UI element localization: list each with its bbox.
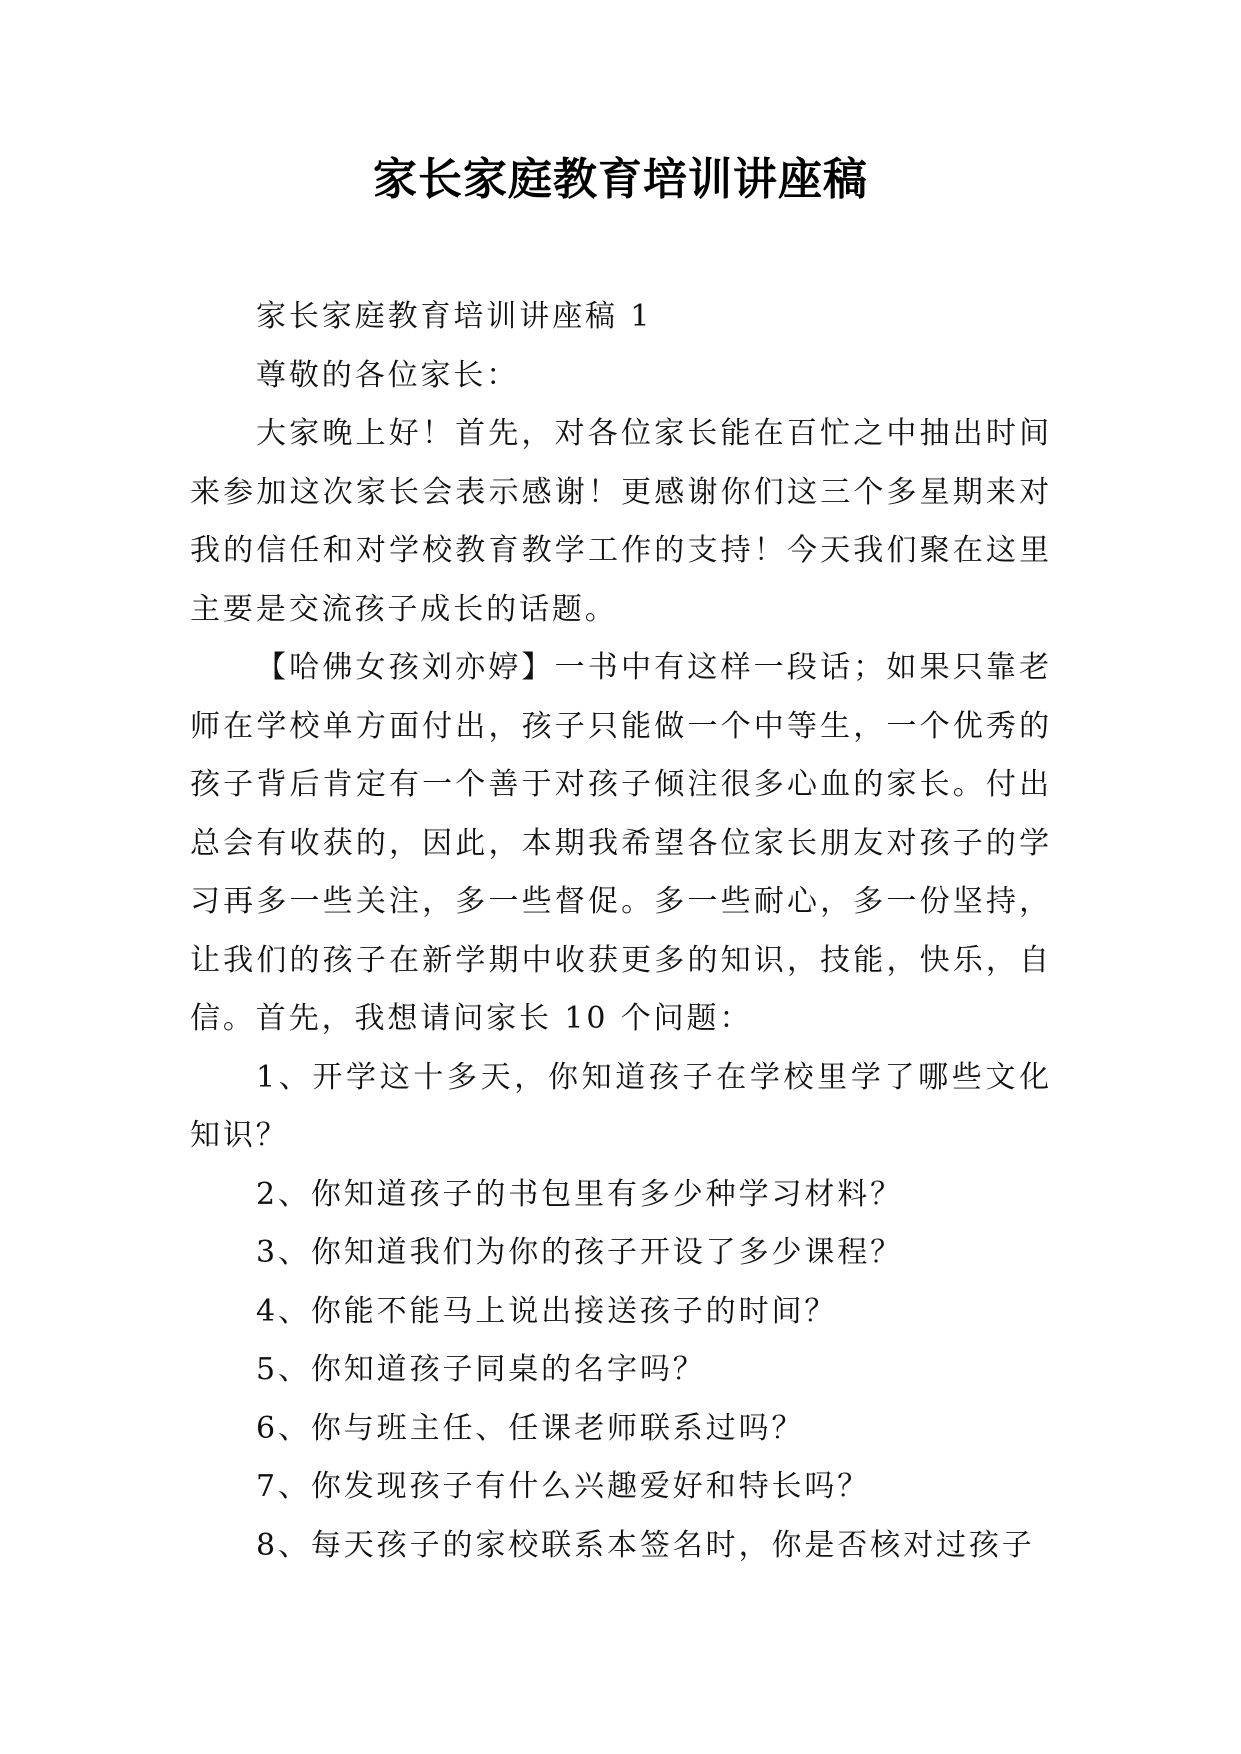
question-item: 3、你知道我们为你的孩子开设了多少课程？ [256, 1235, 904, 1270]
subtitle-paragraph: 家长家庭教育培训讲座稿 1 [256, 299, 653, 334]
question-item: 6、你与班主任、任课老师联系过吗？ [256, 1410, 805, 1446]
question-item: 5、你知道孩子同桌的名字吗？ [256, 1352, 706, 1387]
greeting-paragraph: 大家晚上好！首先，对各位家长能在百忙之中抽出时间来参加这次家长会表示感谢！更感谢你们这三个多星期来对我的信任和对学校教育教学工作的支持！今天我们聚在这里主要是交流孩子成长的话题。 [190, 416, 1052, 627]
document-body [190, 288, 1052, 1575]
question-item: 1、开学这十多天，你知道孩子在学校里学了哪些文化知识？ [190, 1059, 1052, 1153]
question-item: 7、你发现孩子有什么兴趣爱好和特长吗？ [256, 1469, 871, 1504]
document-title: 家长家庭教育培训讲座稿 [373, 154, 868, 205]
salutation-paragraph: 尊敬的各位家长： [256, 357, 520, 393]
intro-paragraph: 【哈佛女孩刘亦婷】一书中有这样一段话；如果只靠老师在学校单方面付出，孩子只能做一个中等生，一个优秀的孩子背后肯定有一个善于对孩子倾注很多心血的家长。付出总会有收获的，因此，本期我希望各位家长朋友对孩子的学习再多一些关注，多一些督促。多一些耐心，多一份坚持，让我们的孩子在新学期中收获更多的知识，技能，快乐，自信。首先，我想请问家长 10 个问题： [190, 650, 1052, 1036]
question-item: 2、你知道孩子的书包里有多少种学习材料？ [256, 1176, 904, 1212]
question-item: 8、每天孩子的家校联系本签名时，你是否核对过孩子 [256, 1527, 1035, 1563]
question-item: 4、你能不能马上说出接送孩子的时间？ [256, 1293, 838, 1329]
